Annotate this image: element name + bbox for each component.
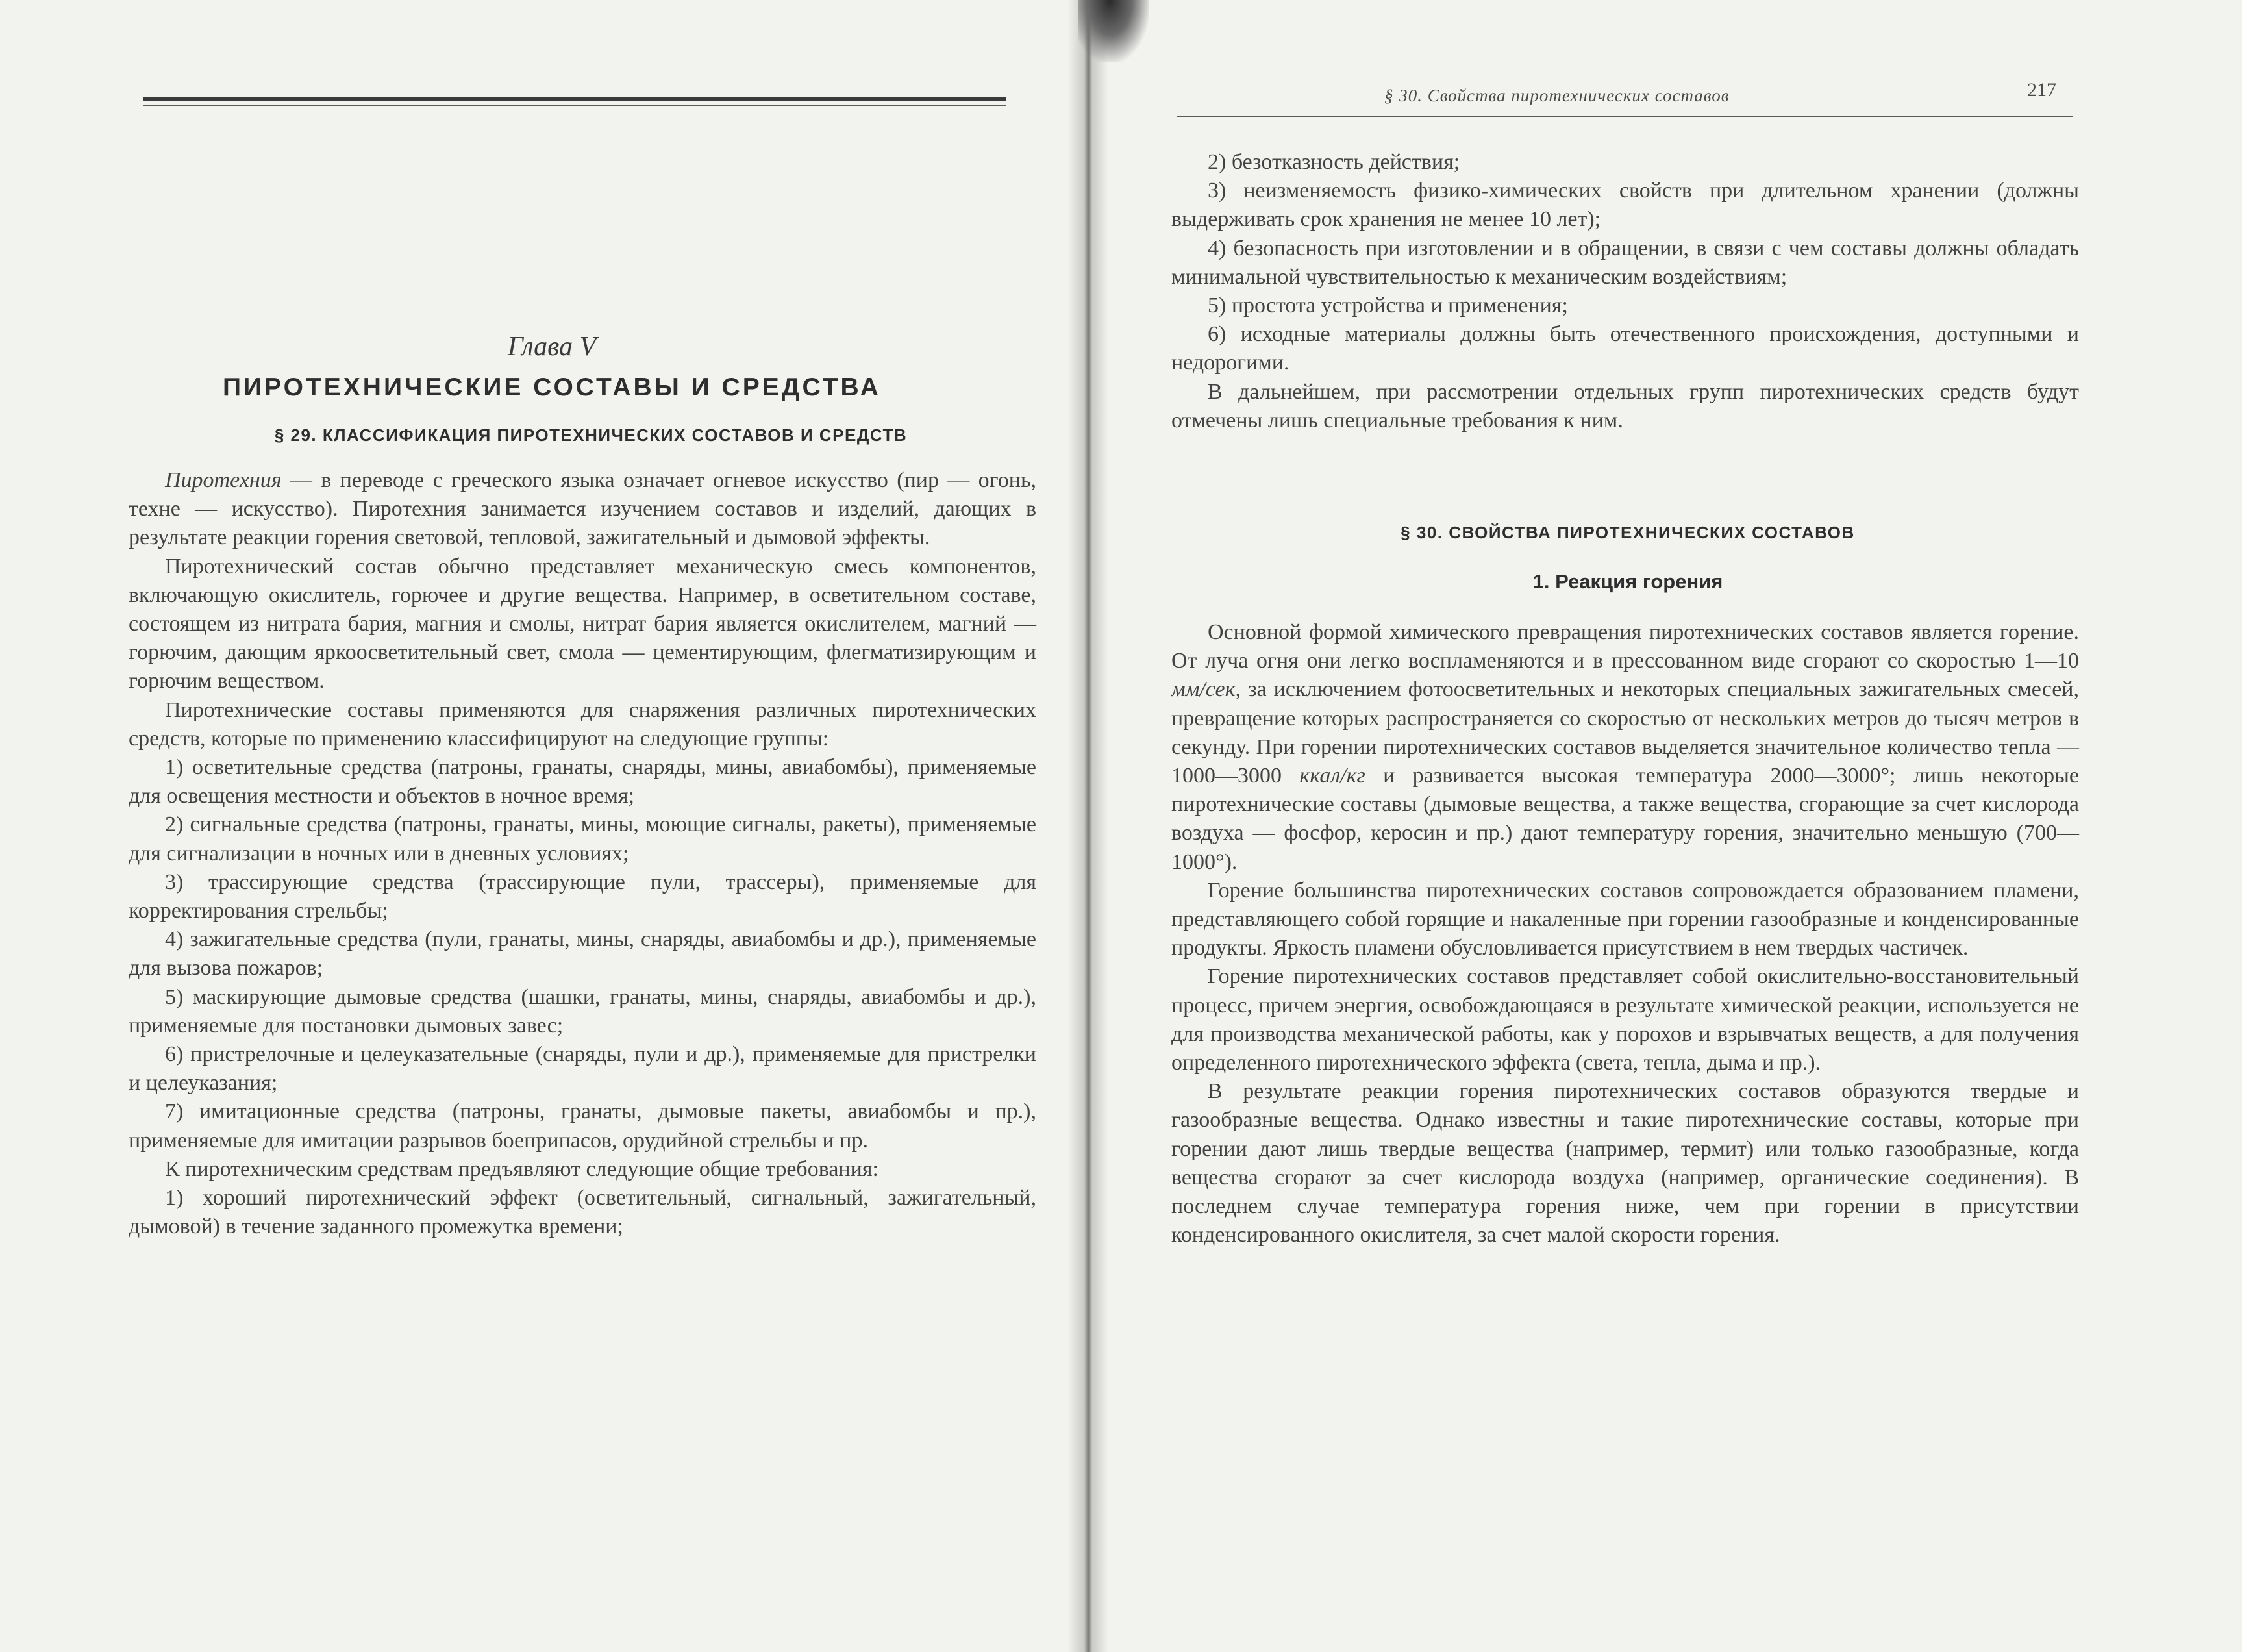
paragraph: Горение пиротехнических составов представляет собой окислительно-восстановительный процесс, причем энергия, освобождающаяся в результате химической реакции, используется не для производства механической работы, как у порохов и взрывчатых веществ, а для получения определенного пиротехнического эффекта (света, тепла, дыма и пр.).: [1171, 964, 2079, 1075]
list-item: 4) безопасность при изготовлении и в обращении, в связи с чем составы должны обладать минимальной чувствительностью к механическим воздействиям;: [1171, 236, 2079, 289]
paragraph: В дальнейшем, при рассмотрении отдельных групп пиротехнических средств будут отмечены лишь специальные требования к ним.: [1171, 379, 2079, 432]
running-head: § 30. Свойства пиротехнических составов: [1384, 86, 1730, 105]
book-gutter: [1068, 0, 1108, 1652]
paragraph: Горение большинства пиротехнических составов сопровождается образованием пламени, представляющего собой горящие и накаленные при горении газообразные и конденсированные продукты. Яркость пламени обусловливается присутствием в нем твердых частичек.: [1171, 878, 2079, 960]
right-body-main: [1171, 618, 2079, 1249]
header-rule-thin: [143, 105, 1006, 106]
subsection-title: 1. Реакция горения: [1532, 570, 1723, 593]
list-item: 6) пристрелочные и целеуказательные (снаряды, пули и др.), применяемые для пристрелки и целеуказания;: [129, 1042, 1036, 1095]
list-item: 2) безотказность действия;: [1208, 150, 1460, 174]
paragraph-text: — в переводе с греческого языка означает огневое искусство (пир — огонь, техне — искусство). Пиротехния занимается изучением составов и изделий, дающих в результате реакции горения световой, тепловой, зажигательный и дымовой эффекты.: [129, 468, 1036, 550]
paragraph-text: Основной формой химического превращения пиротехнических составов является горение. От луча огня они легко воспламеняются и в прессованном виде сгорают со скоростью 1—10: [1171, 620, 2079, 673]
page-number: 217: [2027, 79, 2056, 101]
paragraph: [1171, 618, 2079, 877]
header-rule: [1177, 116, 2073, 117]
list-item: 1) хороший пиротехнический эффект (осветительный, сигнальный, зажигательный, дымовой) в течение заданного промежутка времени;: [129, 1186, 1036, 1239]
left-body-text: [129, 466, 1036, 1241]
list-item: 2) сигнальные средства (патроны, гранаты, мины, моющие сигналы, ракеты), применяемые для сигнализации в ночных или в дневных условиях;: [129, 812, 1036, 866]
list-item: 5) простота устройства и применения;: [1208, 294, 1568, 318]
chapter-label: Глава V: [507, 332, 597, 362]
term: Пиротехния: [165, 468, 282, 492]
right-page: [1108, 0, 2242, 1652]
right-body-top: [1171, 148, 2079, 435]
list-item: 1) осветительные средства (патроны, гранаты, снаряды, мины, авиабомбы), применяемые для освещения местности и объектов в ночное время;: [129, 755, 1036, 808]
list-item: 3) трассирующие средства (трассирующие пули, трассеры), применяемые для корректирования стрельбы;: [129, 870, 1036, 923]
header-rule: [143, 97, 1006, 101]
paragraph: Пиротехнический состав обычно представляет механическую смесь компонентов, включающую окислитель, горючее и другие вещества. Например, в осветительном составе, состоящем из нитрата бария, магния и смолы, нитрат бария является окислителем, магний — горючим, дающим яркоосветительный свет, смола — цементирующим, флегматизирующим и горючим веществом.: [129, 554, 1036, 694]
unit: ккал/кг: [1299, 764, 1365, 788]
left-page: [0, 0, 1068, 1652]
chapter-title: ПИРОТЕХНИЧЕСКИЕ СОСТАВЫ И СРЕДСТВА: [223, 373, 881, 401]
paragraph: К пиротехническим средствам предъявляют следующие общие требования:: [165, 1157, 878, 1181]
paragraph: Пиротехнические составы применяются для снаряжения различных пиротехнических средств, которые по применению классифицируют на следующие группы:: [129, 697, 1036, 751]
list-item: 4) зажигательные средства (пули, гранаты, мины, снаряды, авиабомбы и др.), применяемые для вызова пожаров;: [129, 927, 1036, 981]
list-item: 5) маскирующие дымовые средства (шашки, гранаты, мины, снаряды, авиабомбы и др.), применяемые для постановки дымовых завес;: [129, 984, 1036, 1038]
paragraph-text: и развивается высокая температура 2000—3000°; лишь некоторые пиротехнические составы (дымовые вещества, а также вещества, сгорающие за счет кислорода воздуха — фосфор, керосин и пр.) дают температуру горения, значительно меньшую (700—1000°).: [1171, 764, 2080, 874]
list-item: 7) имитационные средства (патроны, гранаты, дымовые пакеты, авиабомбы и пр.), применяемые для имитации разрывов боеприпасов, орудийной стрельбы и пр.: [129, 1099, 1036, 1153]
paragraph: [129, 466, 1036, 553]
unit: мм/сек: [1171, 677, 1236, 702]
paragraph: В результате реакции горения пиротехнических составов образуются твердые и газообразные вещества. Однако известны и такие пиротехнические составы, которые при горении дают лишь твердые вещества (например, термит) или только газообразные, когда вещества сгорают за счет кислорода воздуха (например, органические соединения). В последнем случае температура горения ниже, чем при горении в присутствии конденсированного окислителя, за счет малой скорости горения.: [1171, 1079, 2079, 1247]
list-item: 6) исходные материалы должны быть отечественного происхождения, доступными и недорогими.: [1171, 322, 2079, 375]
section-title: § 29. КЛАССИФИКАЦИЯ ПИРОТЕХНИЧЕСКИХ СОСТАВОВ И СРЕДСТВ: [274, 425, 908, 445]
list-item: 3) неизменяемость физико-химических свойств при длительном хранении (должны выдерживать срок хранения не менее 10 лет);: [1171, 179, 2079, 232]
section-title: § 30. СВОЙСТВА ПИРОТЕХНИЧЕСКИХ СОСТАВОВ: [1401, 523, 1855, 542]
paragraph-text: , за исключением фотоосветительных и некоторых специальных зажигательных смесей, превращение которых распространяется со скоростью от нескольких метров до тысяч метров в секунду. При горении пиротехнических составов выделяется значительное количество тепла — 1000—3000: [1171, 677, 2079, 788]
